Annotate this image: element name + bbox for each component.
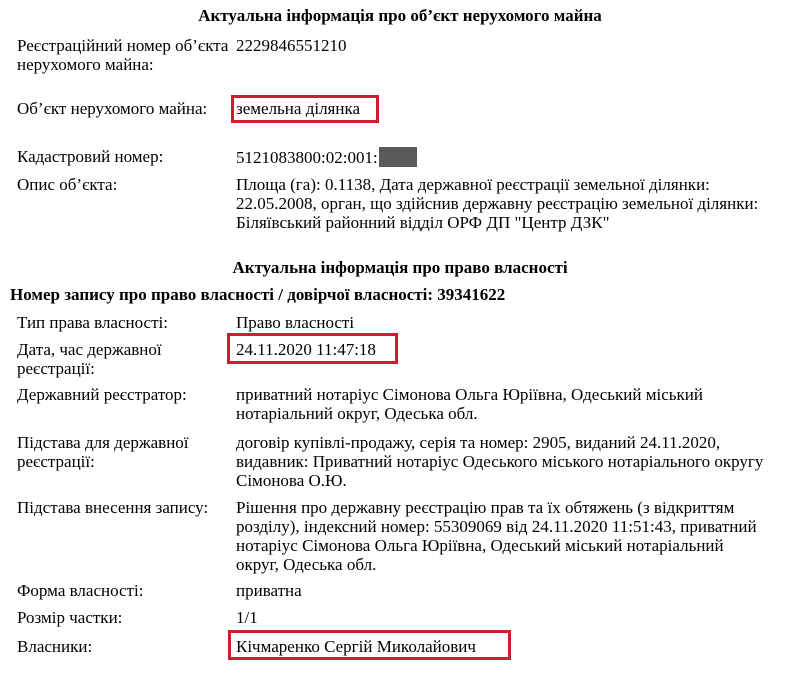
object-type-value: земельна ділянка (236, 99, 361, 118)
cadastral-number-value: 5121083800:02:001: (236, 148, 378, 167)
ownership-type-value: Право власності (236, 313, 355, 332)
owners-highlight (228, 630, 511, 660)
ownership-form-label: Форма власності: (17, 581, 144, 600)
ownership-record-heading: Номер запису про право власності / довірчої власності: 39341622 (10, 285, 506, 304)
redaction-block (379, 147, 417, 167)
registration-basis-value: договір купівлі-продажу, серія та номер: 2905, виданий 24.11.2020, видавник: Приватний нотаріус Одеського міського нотаріального округу Сімонова О.Ю. (236, 433, 764, 490)
ownership-section-title: Актуальна інформація про право власності (232, 258, 568, 277)
registration-number-value: 2229846551210 (236, 36, 347, 55)
share-size-value: 1/1 (236, 608, 258, 627)
registration-date-highlight (227, 333, 398, 364)
record-basis-value: Рішення про державну реєстрацію прав та їх обтяжень (з відкриттям розділу), індексний номер: 55309069 від 24.11.2020 11:51:43, приватний нотаріус Сімонова Ольга Юріївна, Одеський міський нотаріальний округ, Одеська обл. (236, 498, 757, 574)
registration-basis-label: Підстава для державної реєстрації: (17, 433, 189, 471)
registration-number-label: Реєстраційний номер об’єкта нерухомого майна: (17, 36, 229, 74)
share-size-label: Розмір частки: (17, 608, 123, 627)
record-basis-label: Підстава внесення запису: (17, 498, 209, 517)
ownership-type-label: Тип права власності: (17, 313, 168, 332)
state-registrar-value: приватний нотаріус Сімонова Ольга Юріївна, Одеський міський нотаріальний округ, Одеська обл. (236, 385, 703, 423)
object-type-label: Об’єкт нерухомого майна: (17, 99, 208, 118)
object-section-title: Актуальна інформація про об’єкт нерухомого майна (198, 6, 602, 25)
registration-date-label: Дата, час державної реєстрації: (17, 340, 162, 378)
owners-label: Власники: (17, 637, 93, 656)
ownership-form-value: приватна (236, 581, 302, 600)
owners-value: Кічмаренко Сергій Миколайович (236, 637, 476, 656)
object-description-label: Опис об’єкта: (17, 175, 118, 194)
object-type-highlight (231, 95, 379, 123)
object-description-value: Площа (га): 0.1138, Дата державної реєстрації земельної ділянки: 22.05.2008, орган, що здійснив державну реєстрацію земельної ділянки: Біляївський районний відділ ОРФ ДП "Центр ДЗК" (236, 175, 759, 232)
registration-date-value: 24.11.2020 11:47:18 (236, 340, 376, 359)
state-registrar-label: Державний реєстратор: (17, 385, 187, 404)
cadastral-number-label: Кадастровий номер: (17, 147, 164, 166)
cadastral-number-field (236, 147, 796, 167)
